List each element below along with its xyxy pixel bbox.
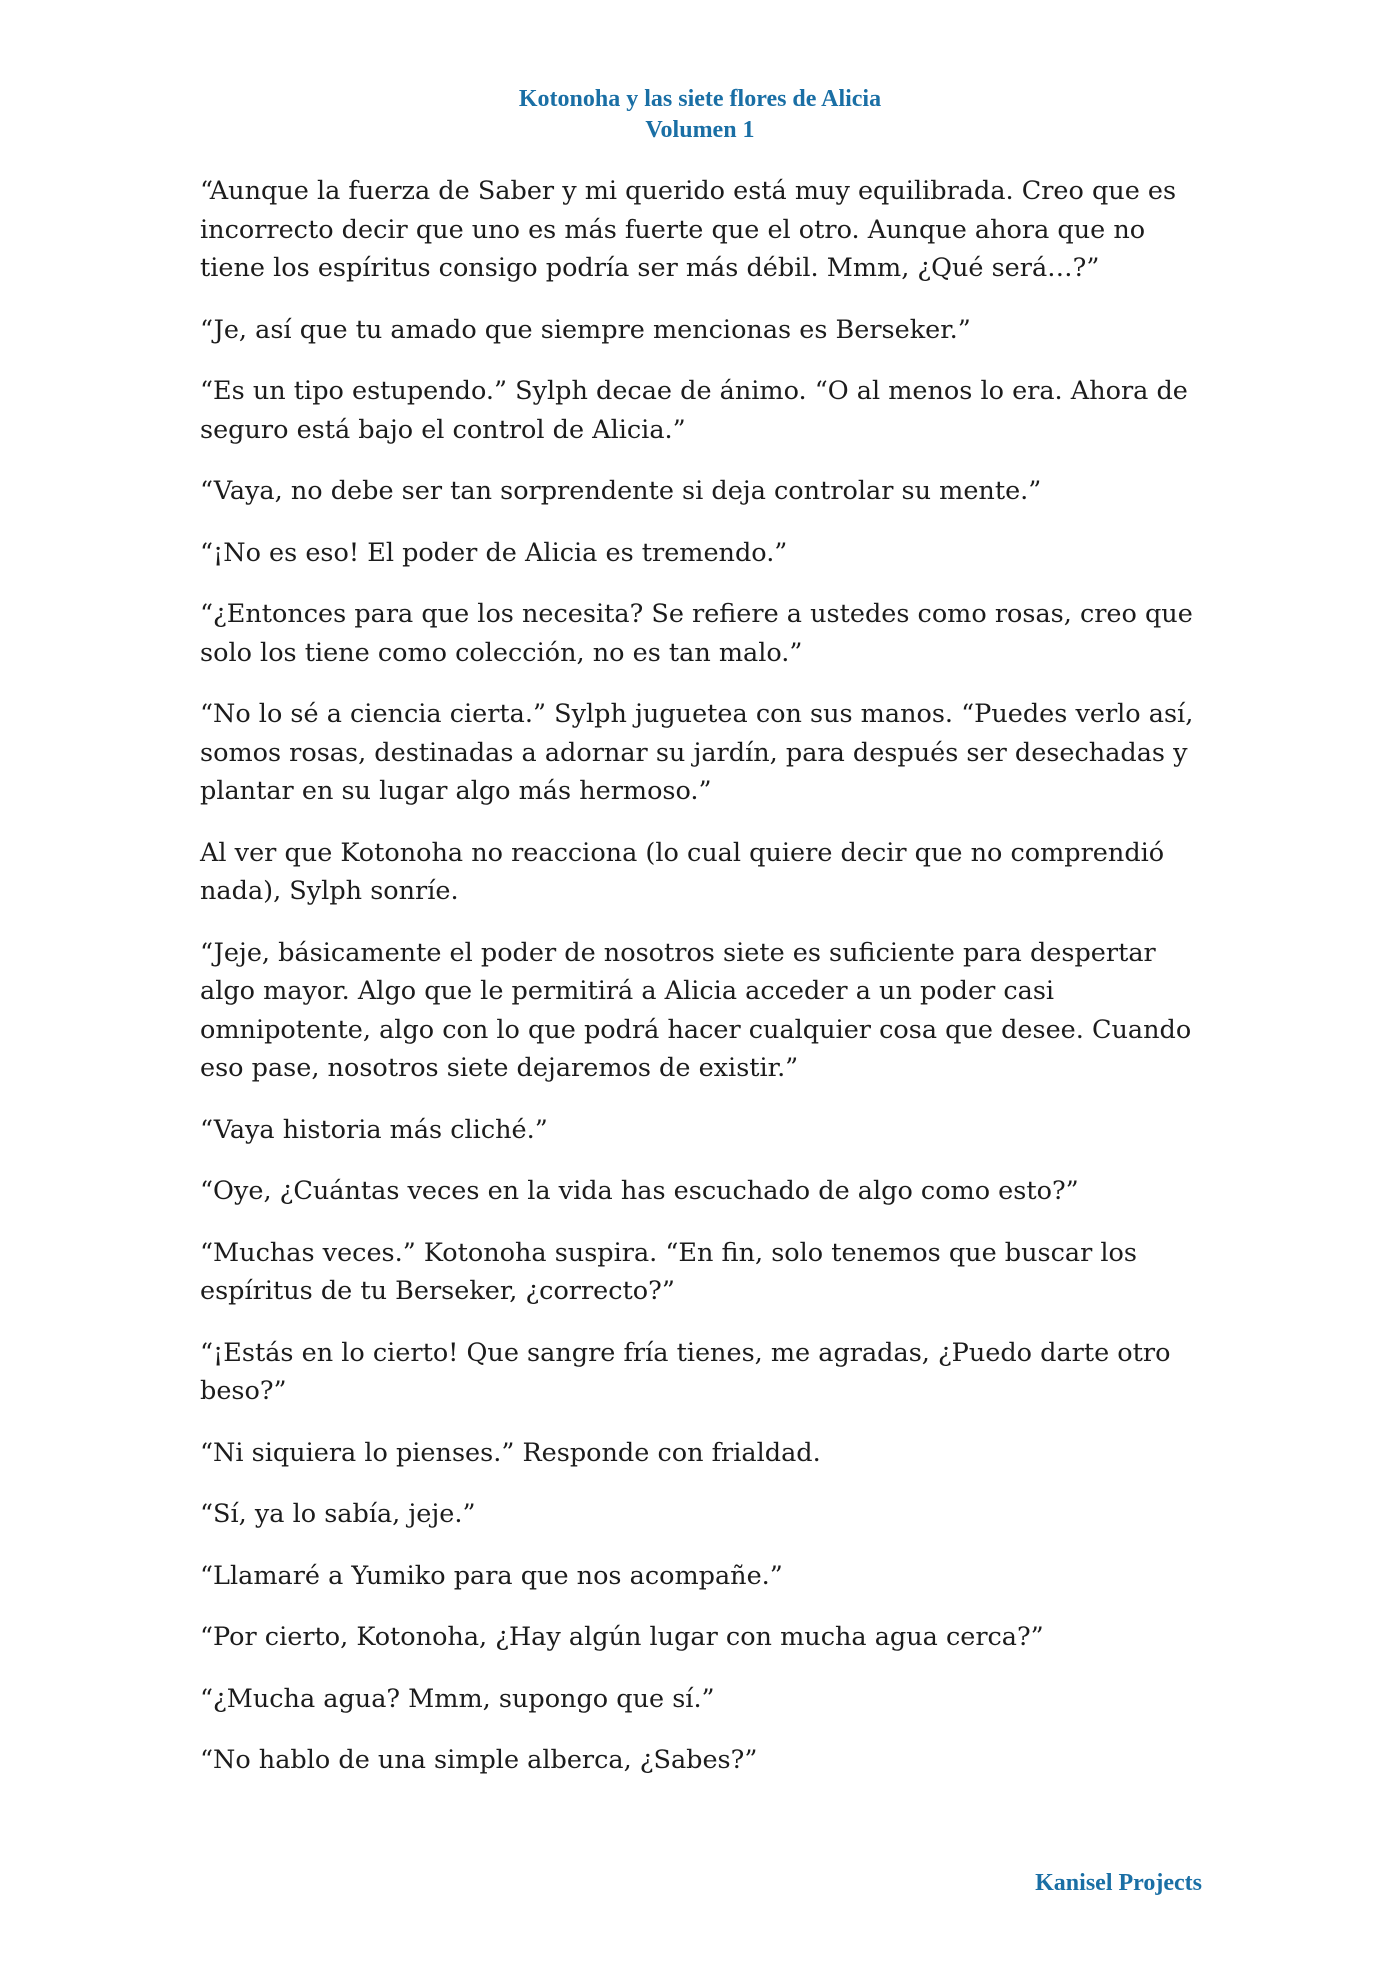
paragraph: “Ni siquiera lo pienses.” Responde con frialdad. — [200, 1437, 821, 1468]
paragraph: “¿Mucha agua? Mmm, supongo que sí.” — [200, 1683, 715, 1714]
page-header — [0, 84, 1400, 146]
paragraph: “No hablo de una simple alberca, ¿Sabes?” — [200, 1745, 758, 1775]
paragraph: “Vaya, no debe ser tan sorprendente si deja controlar su mente.” — [200, 476, 1042, 506]
paragraph: “¡Estás en lo cierto! Que sangre fría tienes, me agradas, ¿Puedo darte otro beso?” — [200, 1337, 1171, 1406]
paragraph: “Je, así que tu amado que siempre mencionas es Berseker.” — [200, 314, 971, 345]
volume-label: Volumen 1 — [645, 117, 755, 143]
paragraph: “Jeje, básicamente el poder de nosotros siete es suficiente para despertar algo mayor. Algo que le permitirá a Alicia acceder a un poder casi omnipotente, algo con lo que podrá hacer cualquier cosa que desee. Cuando eso pase, nosotros siete dejaremos de existir.” — [200, 937, 1192, 1083]
page-body — [200, 172, 1205, 1803]
paragraph: “Sí, ya lo sabía, jeje.” — [200, 1499, 476, 1529]
paragraph: “No lo sé a ciencia cierta.” Sylph juguetea con sus manos. “Puedes verlo así, somos rosas, destinadas a adornar su jardín, para después ser desechadas y plantar en su lugar algo más hermoso.” — [200, 699, 1194, 806]
paragraph: “Por cierto, Kotonoha, ¿Hay algún lugar con mucha agua cerca?” — [200, 1622, 1044, 1652]
paragraph: “Es un tipo estupendo.” Sylph decae de ánimo. “O al menos lo era. Ahora de seguro está bajo el control de Alicia.” — [200, 376, 1188, 445]
paragraph: “¿Entonces para que los necesita? Se refiere a ustedes como rosas, creo que solo los tiene como colección, no es tan malo.” — [200, 599, 1193, 668]
paragraph: “¡No es eso! El poder de Alicia es tremendo.” — [200, 537, 788, 568]
paragraph: “Llamaré a Yumiko para que nos acompañe.” — [200, 1560, 783, 1591]
paragraph: “Oye, ¿Cuántas veces en la vida has escuchado de algo como esto?” — [200, 1176, 1079, 1206]
paragraph: Al ver que Kotonoha no reacciona (lo cual quiere decir que no comprendió nada), Sylph sonríe. — [200, 837, 1165, 906]
footer-credit: Kanisel Projects — [1035, 1870, 1202, 1896]
paragraph: “Aunque la fuerza de Saber y mi querido está muy equilibrada. Creo que es incorrecto decir que uno es más fuerte que el otro. Aunque ahora que no tiene los espíritus consigo podría ser más débil. Mmm, ¿Qué será…?” — [200, 176, 1177, 283]
paragraph: “Vaya historia más cliché.” — [200, 1114, 548, 1145]
book-title: Kotonoha y las siete flores de Alicia — [518, 86, 882, 112]
paragraph: “Muchas veces.” Kotonoha suspira. “En fin, solo tenemos que buscar los espíritus de tu Berseker, ¿correcto?” — [200, 1237, 1137, 1306]
